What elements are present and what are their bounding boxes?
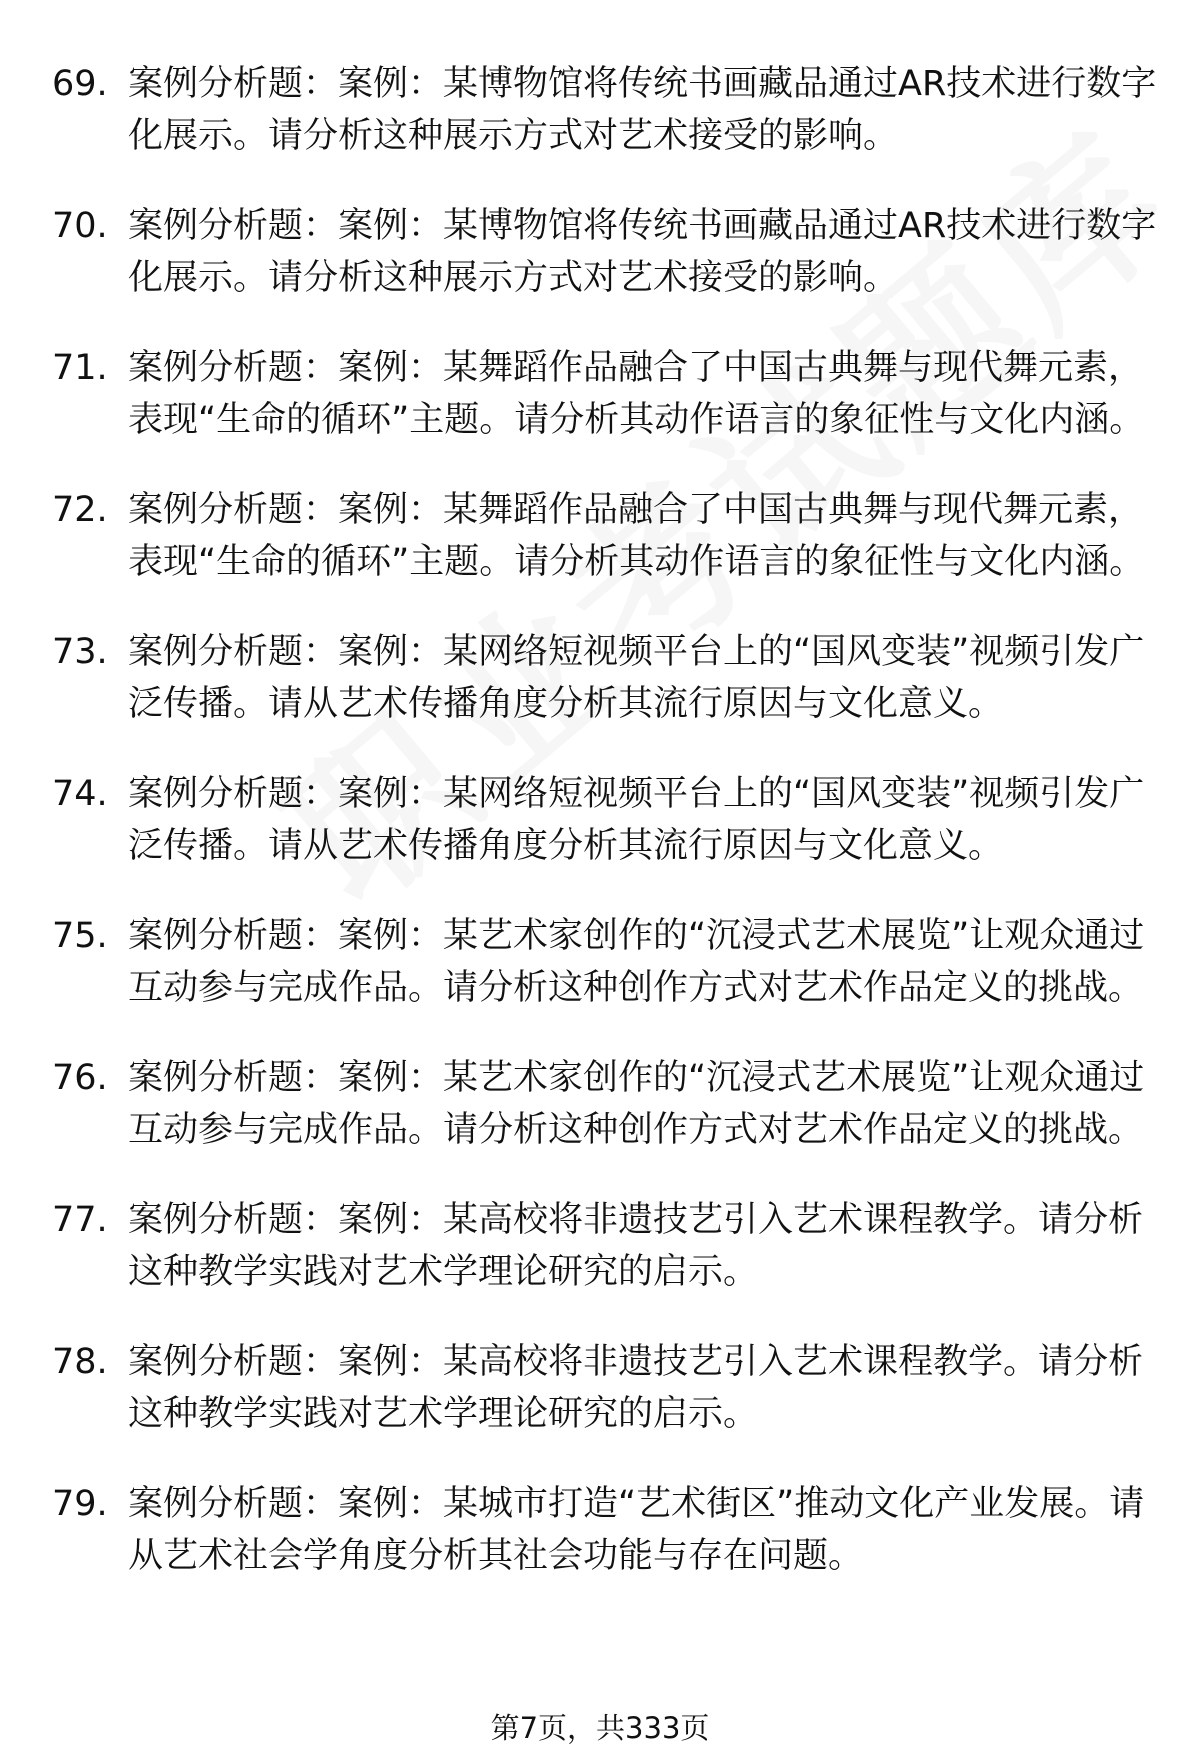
question-number: 75. — [52, 916, 108, 956]
question-item — [0, 1336, 1200, 1440]
question-item — [0, 910, 1200, 1014]
question-item — [0, 1052, 1200, 1156]
question-item — [0, 768, 1200, 872]
page-footer: 第7页，共333页 — [490, 1711, 710, 1745]
question-text: 案例分析题：案例：某艺术家创作的“沉浸式艺术展览”让观众通过互动参与完成作品。请分析这种创作方式对艺术作品定义的挑战。 — [128, 916, 1145, 1008]
question-text: 案例分析题：案例：某舞蹈作品融合了中国古典舞与现代舞元素，表现“生命的循环”主题。请分析其动作语言的象征性与文化内涵。 — [128, 348, 1145, 440]
question-text: 案例分析题：案例：某博物馆将传统书画藏品通过AR技术进行数字化展示。请分析这种展示方式对艺术接受的影响。 — [128, 206, 1157, 298]
question-text: 案例分析题：案例：某艺术家创作的“沉浸式艺术展览”让观众通过互动参与完成作品。请分析这种创作方式对艺术作品定义的挑战。 — [128, 1058, 1145, 1150]
question-text: 案例分析题：案例：某高校将非遗技艺引入艺术课程教学。请分析这种教学实践对艺术学理论研究的启示。 — [128, 1200, 1144, 1292]
question-item — [0, 1194, 1200, 1298]
question-list — [0, 58, 1200, 1620]
question-number: 73. — [52, 632, 108, 672]
question-item — [0, 342, 1200, 446]
question-item — [0, 1478, 1200, 1582]
question-item — [0, 200, 1200, 304]
question-text: 案例分析题：案例：某舞蹈作品融合了中国古典舞与现代舞元素，表现“生命的循环”主题。请分析其动作语言的象征性与文化内涵。 — [128, 490, 1145, 582]
question-number: 78. — [52, 1342, 108, 1382]
question-text: 案例分析题：案例：某网络短视频平台上的“国风变装”视频引发广泛传播。请从艺术传播角度分析其流行原因与文化意义。 — [128, 632, 1145, 724]
question-item — [0, 58, 1200, 162]
question-text: 案例分析题：案例：某高校将非遗技艺引入艺术课程教学。请分析这种教学实践对艺术学理论研究的启示。 — [128, 1342, 1144, 1434]
question-number: 71. — [52, 348, 108, 388]
question-text: 案例分析题：案例：某博物馆将传统书画藏品通过AR技术进行数字化展示。请分析这种展示方式对艺术接受的影响。 — [128, 64, 1157, 156]
question-number: 70. — [52, 206, 108, 246]
question-number: 76. — [52, 1058, 108, 1098]
question-item — [0, 484, 1200, 588]
question-text: 案例分析题：案例：某城市打造“艺术街区”推动文化产业发展。请从艺术社会学角度分析其社会功能与存在问题。 — [128, 1484, 1145, 1576]
question-text: 案例分析题：案例：某网络短视频平台上的“国风变装”视频引发广泛传播。请从艺术传播角度分析其流行原因与文化意义。 — [128, 774, 1145, 866]
question-number: 74. — [52, 774, 108, 814]
question-number: 69. — [52, 64, 108, 104]
question-item — [0, 626, 1200, 730]
question-number: 72. — [52, 490, 108, 530]
question-number: 77. — [52, 1200, 108, 1240]
question-number: 79. — [52, 1484, 108, 1524]
